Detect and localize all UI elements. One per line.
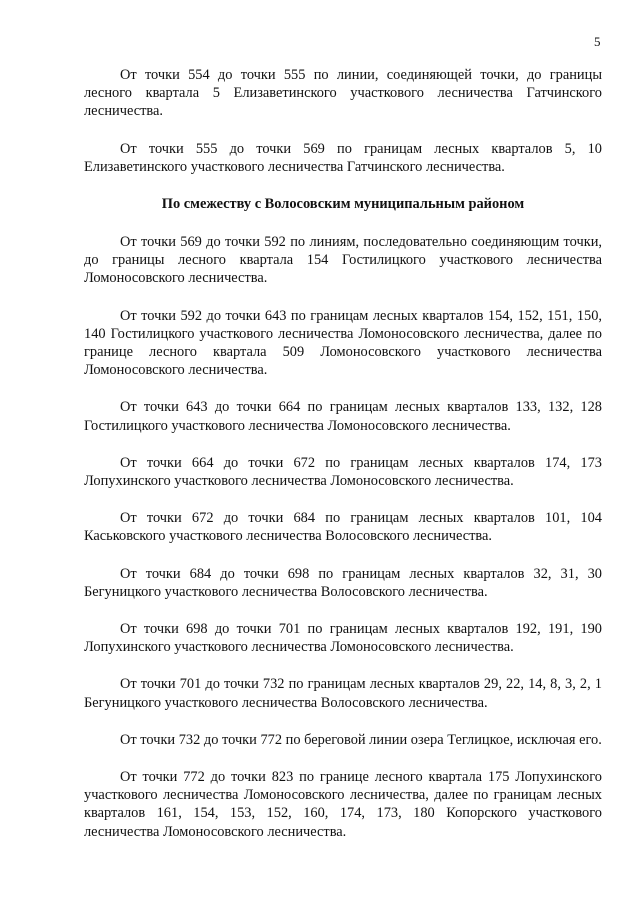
document-body — [84, 66, 602, 860]
paragraph-672-684: От точки 672 до точки 684 по границам лесных кварталов 101, 104 Каськовского участкового лесничества Волосовского лесничества. — [84, 510, 602, 545]
paragraph-569-592: От точки 569 до точки 592 по линиям, последовательно соединяющим точки, до границы лесного квартала 154 Гостилицкого участкового лесничества Ломоносовского лесничества. — [84, 234, 602, 287]
paragraph-592-643: От точки 592 до точки 643 по границам лесных кварталов 154, 152, 151, 150, 140 Гостилицкого участкового лесничества Ломоносовского лесничества, далее по границе лесного квартала 509 Ломоносовского участкового лесничества Ломоносовского лесничества. — [84, 307, 602, 379]
paragraph-664-672: От точки 664 до точки 672 по границам лесных кварталов 174, 173 Лопухинского участкового лесничества Ломоносовского лесничества. — [84, 454, 602, 490]
paragraph-701-732: От точки 701 до точки 732 по границам лесных кварталов 29, 22, 14, 8, 3, 2, 1 Бегуницкого участкового лесничества Волосовского лесничества. — [84, 676, 602, 711]
paragraph-554-555: От точки 554 до точки 555 по линии, соединяющей точки, до границы лесного квартала 5 Елизаветинского участкового лесничества Гатчинского лесничества. — [84, 67, 602, 120]
paragraph-772-823: От точки 772 до точки 823 по границе лесного квартала 175 Лопухинского участкового лесничества Ломоносовского лесничества, далее по границам лесных кварталов 161, 154, 153, 152, 160, 174, 173, 180 Копорского участкового лесничества Ломоносовского лесничества. — [84, 769, 602, 840]
paragraph-684-698: От точки 684 до точки 698 по границам лесных кварталов 32, 31, 30 Бегуницкого участкового лесничества Волосовского лесничества. — [84, 565, 602, 600]
page-number: 5 — [594, 34, 601, 49]
paragraph-643-664: От точки 643 до точки 664 по границам лесных кварталов 133, 132, 128 Гостилицкого участкового лесничества Ломоносовского лесничества. — [84, 399, 602, 434]
paragraph-732-772: От точки 732 до точки 772 по береговой линии озера Теглицкое, исключая его. — [120, 731, 602, 748]
section-heading: По смежеству с Волосовским муниципальным районом — [161, 196, 525, 213]
paragraph-698-701: От точки 698 до точки 701 по границам лесных кварталов 192, 191, 190 Лопухинского участкового лесничества Ломоносовского лесничества. — [84, 621, 602, 656]
paragraph-555-569: От точки 555 до точки 569 по границам лесных кварталов 5, 10 Елизаветинского участкового лесничества Гатчинского лесничества. — [84, 140, 602, 175]
